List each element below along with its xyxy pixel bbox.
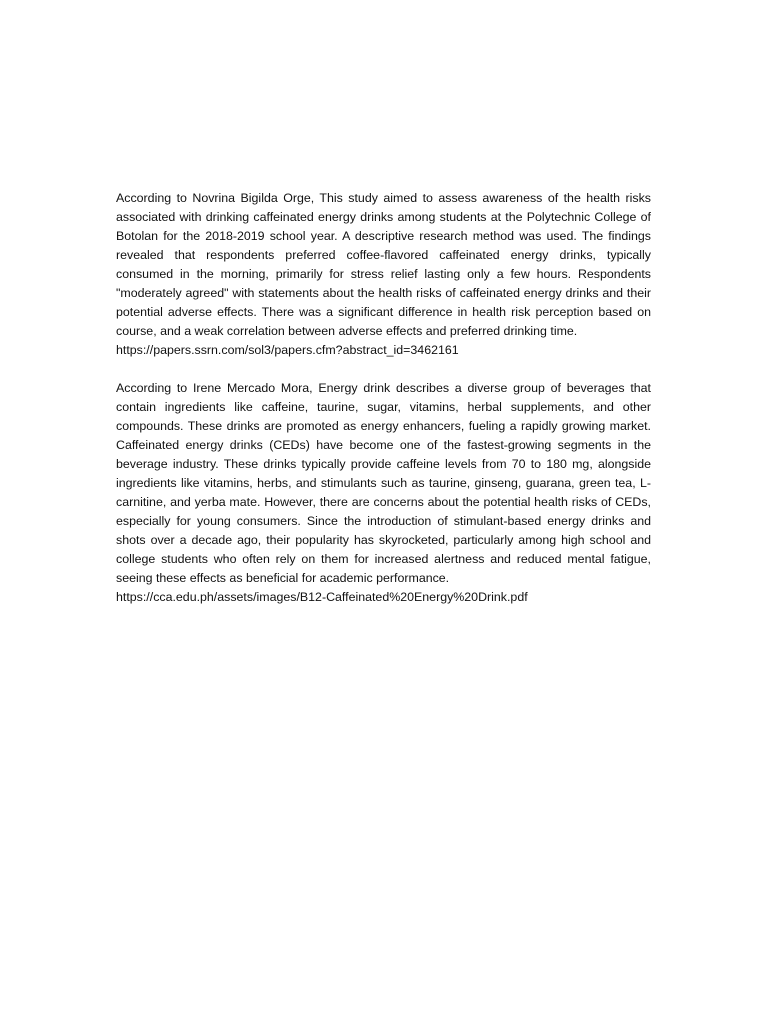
- citation-url[interactable]: https://cca.edu.ph/assets/images/B12-Caffeinated%20Energy%20Drink.pdf: [116, 590, 528, 604]
- citation-url[interactable]: https://papers.ssrn.com/sol3/papers.cfm?abstract_id=3462161: [116, 343, 459, 357]
- citation-paragraph: According to Irene Mercado Mora, Energy drink describes a diverse group of beverages that contain ingredients like caffeine, taurine, sugar, vitamins, herbal supplements, and other compounds. These drinks are promoted as energy enhancers, fueling a rapidly growing market. Caffeinated energy drinks (CEDs) have become one of the fastest-growing segments in the beverage industry. These drinks typically provide caffeine levels from 70 to 180 mg, alongside ingredients like vitamins, herbs, and stimulants such as taurine, ginseng, guarana, green tea, L-carnitine, and yerba mate. However, there are concerns about the potential health risks of CEDs, especially for young consumers. Since the introduction of stimulant-based energy drinks and shots over a decade ago, their popularity has skyrocketed, particularly among high school and college students who often rely on them for increased alertness and reduced mental fatigue, seeing these effects as beneficial for academic performance.: [116, 381, 651, 585]
- citation-paragraph: According to Novrina Bigilda Orge, This study aimed to assess awareness of the health risks associated with drinking caffeinated energy drinks among students at the Polytechnic College of Botolan for the 2018-2019 school year. A descriptive research method was used. The findings revealed that respondents preferred coffee-flavored caffeinated energy drinks, typically consumed in the morning, primarily for stress relief lasting only a few hours. Respondents "moderately agreed" with statements about the health risks of caffeinated energy drinks and their potential adverse effects. There was a significant difference in health risk perception based on course, and a weak correlation between adverse effects and preferred drinking time.: [116, 191, 651, 338]
- document-body: [116, 189, 651, 626]
- citation-entry-orge: [116, 189, 651, 360]
- citation-entry-mora: [116, 379, 651, 607]
